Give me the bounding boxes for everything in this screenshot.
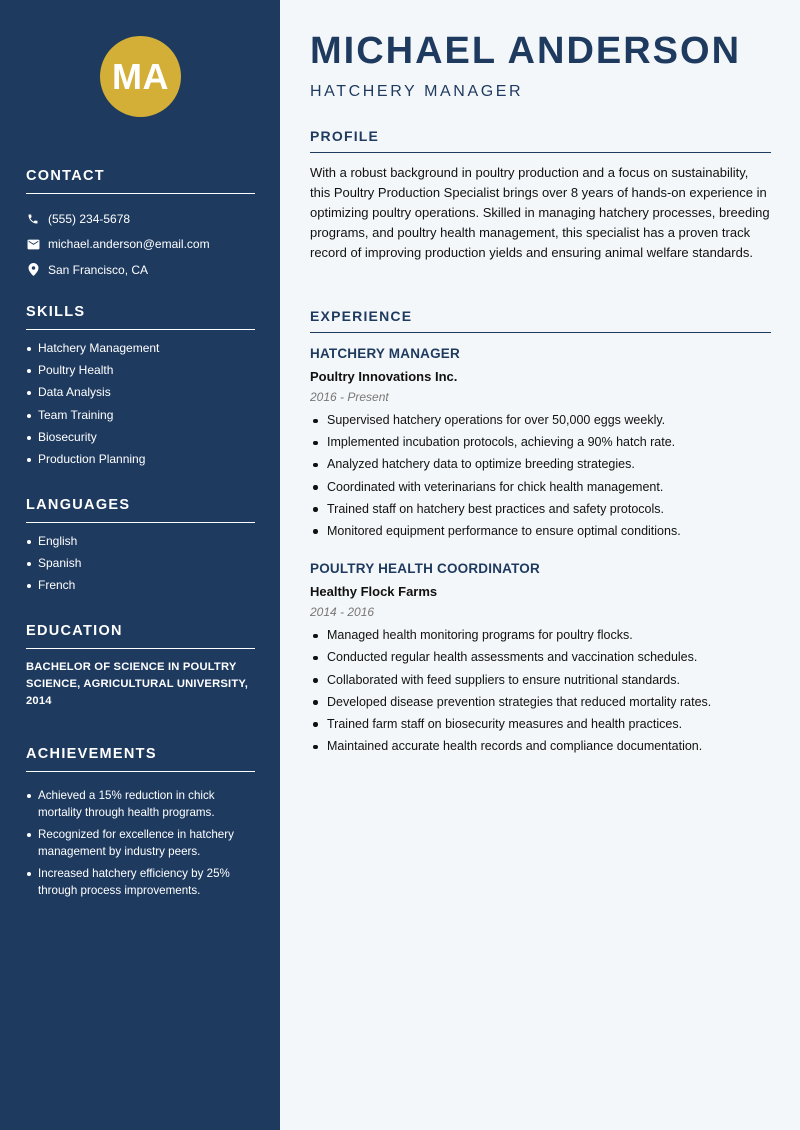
language-item: French [26, 578, 255, 600]
candidate-title: HATCHERY MANAGER [310, 83, 524, 100]
duty-item: Managed health monitoring programs for poultry flocks. [310, 628, 771, 650]
sidebar [0, 0, 280, 1130]
skills-section [26, 304, 255, 474]
contact-email-text: michael.anderson@email.com [48, 237, 210, 252]
job-role: POULTRY HEALTH COORDINATOR [310, 561, 540, 577]
job-duties [310, 413, 771, 546]
profile-heading: PROFILE [310, 128, 771, 153]
job-company: Poultry Innovations Inc. [310, 369, 458, 384]
duty-item: Implemented incubation protocols, achieving a 90% hatch rate. [310, 435, 771, 457]
achievements-heading: ACHIEVEMENTS [26, 746, 255, 772]
job-duties [310, 628, 771, 761]
skill-item: Poultry Health [26, 363, 255, 385]
duty-item: Analyzed hatchery data to optimize breeding strategies. [310, 457, 771, 479]
job-company: Healthy Flock Farms [310, 584, 438, 600]
skills-heading: SKILLS [26, 304, 255, 330]
skill-item: Production Planning [26, 452, 255, 474]
profile-text: With a robust background in poultry production and a focus on sustainability, this Poultry Production Specialist brings over 8 years of hands-on experience in optimizing poultry operations. Skilled in managing hatchery processes, breeding programs, and poultry health management, this specialist has a proven track record of improving production yields and ensuring animal welfare standards. [310, 165, 770, 260]
candidate-name: MICHAEL ANDERSON [310, 30, 742, 72]
phone-icon [26, 212, 40, 226]
duty-item: Collaborated with feed suppliers to ensure nutritional standards. [310, 673, 771, 695]
contact-email[interactable] [26, 232, 255, 258]
skill-item: Team Training [26, 408, 255, 430]
achievement-item: Achieved a 15% reduction in chick mortality through health programs. [26, 787, 255, 821]
duty-item: Trained farm staff on biosecurity measures and health practices. [310, 717, 771, 739]
job-dates: 2014 - 2016 [310, 605, 375, 620]
duty-item: Developed disease prevention strategies that reduced mortality rates. [310, 695, 771, 717]
languages-list [26, 534, 255, 601]
contact-heading: CONTACT [26, 168, 255, 194]
experience-heading: EXPERIENCE [310, 308, 771, 333]
achievements-section [26, 746, 255, 904]
duty-item: Trained staff on hatchery best practices and safety protocols. [310, 502, 771, 524]
email-icon [26, 237, 40, 251]
duty-item: Maintained accurate health records and compliance documentation. [310, 739, 771, 761]
contact-location [26, 257, 255, 283]
skill-item: Hatchery Management [26, 341, 255, 363]
contact-phone[interactable] [26, 206, 255, 232]
skill-item: Data Analysis [26, 385, 255, 407]
job-entry [310, 345, 771, 546]
language-item: English [26, 534, 255, 556]
duty-item: Coordinated with veterinarians for chick health management. [310, 480, 771, 502]
achievements-list [26, 787, 255, 899]
languages-heading: LANGUAGES [26, 497, 255, 523]
education-entry: BACHELOR OF SCIENCE IN POULTRY SCIENCE, AGRICULTURAL UNIVERSITY, 2014 [26, 661, 249, 707]
contact-list [26, 206, 255, 283]
education-section [26, 623, 255, 710]
achievement-item: Recognized for excellence in hatchery management by industry peers. [26, 826, 255, 860]
duty-item: Conducted regular health assessments and vaccination schedules. [310, 650, 771, 672]
avatar-initials: MA [100, 36, 181, 117]
job-dates: 2016 - Present [310, 390, 389, 404]
achievement-item: Increased hatchery efficiency by 25% through process improvements. [26, 865, 255, 899]
profile-section [310, 128, 771, 276]
duty-item: Supervised hatchery operations for over 50,000 eggs weekly. [310, 413, 771, 435]
education-heading: EDUCATION [26, 623, 255, 649]
language-item: Spanish [26, 556, 255, 578]
contact-phone-text: (555) 234-5678 [48, 211, 131, 226]
contact-location-text: San Francisco, CA [48, 262, 149, 277]
contact-section [26, 168, 255, 283]
location-pin-icon [26, 263, 40, 277]
languages-section [26, 497, 255, 601]
experience-section [310, 308, 771, 761]
job-role: HATCHERY MANAGER [310, 346, 460, 361]
skills-list [26, 341, 255, 474]
job-entry [310, 560, 771, 761]
skill-item: Biosecurity [26, 430, 255, 452]
duty-item: Monitored equipment performance to ensure optimal conditions. [310, 524, 771, 546]
